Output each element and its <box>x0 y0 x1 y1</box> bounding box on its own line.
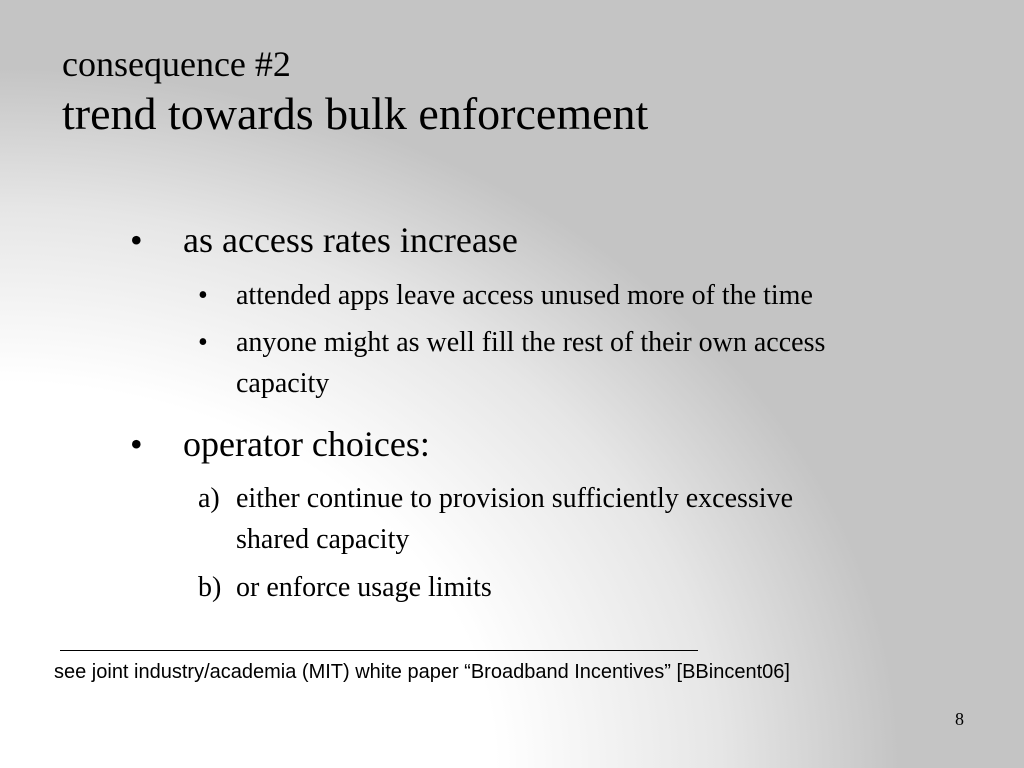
bullet-operator-choices: operator choices: <box>183 424 430 464</box>
bullet-icon: • <box>130 220 143 260</box>
sub-bullet-attended-apps: attended apps leave access unused more of the time <box>236 280 813 311</box>
choice-a-line1: either continue to provision sufficiently excessive <box>236 483 794 514</box>
sub-bullet-icon: • <box>198 327 208 358</box>
page-number: 8 <box>955 709 964 729</box>
choice-b-line1: or enforce usage limits <box>236 572 492 603</box>
list-marker-b: b) <box>198 572 222 603</box>
bullet-access-rates: as access rates increase <box>183 220 518 260</box>
sub-bullet-icon: • <box>198 280 208 311</box>
choice-a-line2: shared capacity <box>236 524 410 555</box>
sub-bullet-fill-capacity-line1: anyone might as well fill the rest of their own access <box>236 327 826 358</box>
sub-bullet-fill-capacity-line2: capacity <box>236 368 330 399</box>
footnote-divider <box>60 650 698 651</box>
footnote: see joint industry/academia (MIT) white paper “Broadband Incentives” [BBincent06] <box>54 661 790 683</box>
slide-title: trend towards bulk enforcement <box>62 88 649 139</box>
list-marker-a: a) <box>198 483 220 514</box>
bullet-icon: • <box>130 424 143 464</box>
slide-subtitle: consequence #2 <box>62 44 291 84</box>
